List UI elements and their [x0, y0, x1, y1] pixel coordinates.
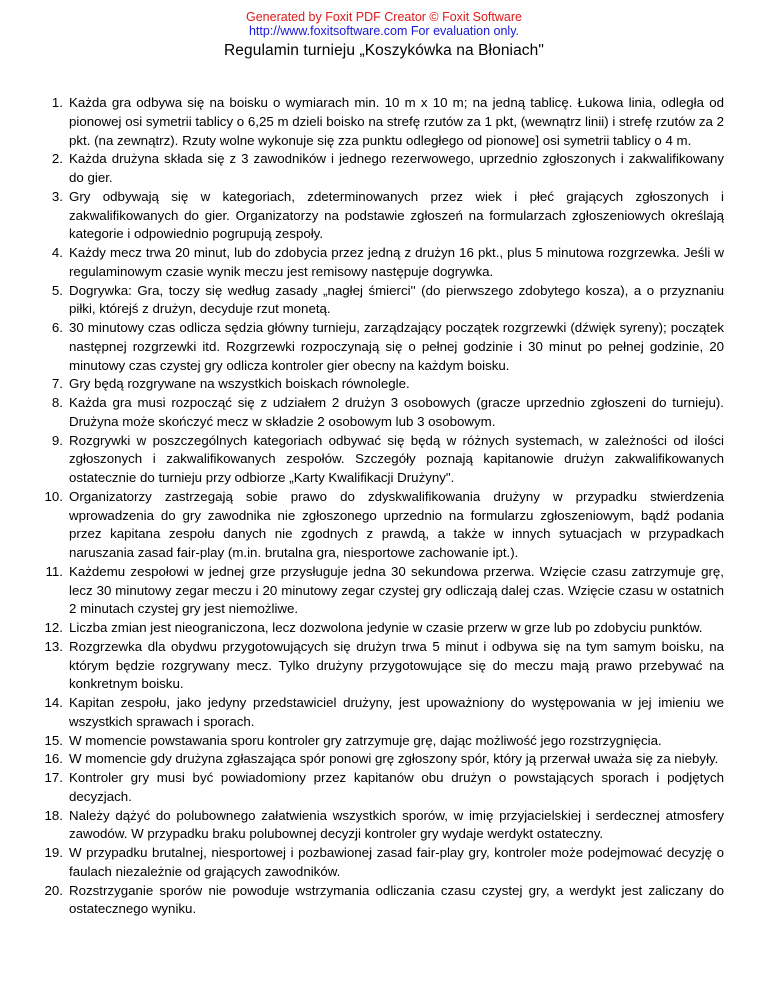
rule-text: Gry odbywają się w kategoriach, zdeterminowanych przez wiek i płeć grających zgłoszonych i zakwalifikowanych do gier. Organizatorzy na podstawie zgłoszeń na formularzach zgłoszeniowych określają kategorie i odpowiednio pogrupują zespoły.	[69, 188, 724, 242]
rule-text: Liczba zmian jest nieograniczona, lecz dozwolona jedynie w czasie przerw w grze lub po zdobyciu punktów.	[69, 620, 703, 635]
rule-number: 5.	[51, 282, 63, 298]
rule-text: Kapitan zespołu, jako jedyny przedstawiciel drużyny, jest upoważniony do występowania w jej imieniu we wszystkich sprawach i sporach.	[69, 695, 724, 729]
rule-text: W momencie powstawania sporu kontroler gry zatrzymuje grę, dając możliwość jego rozstrzygnięcia.	[69, 732, 662, 748]
rule-number: 8.	[51, 395, 63, 410]
rule-number: 11.	[45, 563, 63, 579]
rule-number: 2.	[51, 151, 63, 167]
rule-text: Rozgrywki w poszczególnych kategoriach odbywać się będą w różnych systemach, w zależności od ilości zgłoszonych i zakwalifikowanych zespołów. Szczegóły poznają kapitanowie drużyn zakwalifikowanych ostatecznie do turnieju przy odbiorze „Karty Kwalifikacji Drużyny".	[69, 432, 724, 485]
rule-item	[0, 319, 768, 375]
rule-item	[0, 807, 768, 845]
rule-text: W przypadku brutalnej, niesportowej i pozbawionej zasad fair-play gry, kontroler może podejmować decyzję o faulach niezależnie od grających zawodników.	[69, 845, 724, 879]
rule-item	[0, 375, 768, 394]
rule-number: 16.	[44, 751, 63, 767]
document-title: Regulamin turnieju „Koszykówka na Błoniach"	[224, 42, 544, 59]
rule-item	[0, 488, 768, 563]
rule-item	[0, 282, 768, 320]
rule-text: W momencie gdy drużyna zgłaszająca spór ponowi grę zgłoszony spór, który ją przerwał uważa się za niebyły.	[69, 751, 719, 767]
watermark-line-1: Generated by Foxit PDF Creator © Foxit Software	[246, 10, 522, 24]
rule-item	[0, 769, 768, 807]
rule-text: Należy dążyć do polubownego załatwienia wszystkich sporów, w imię przyjacielskiej i serdecznej atmosfery zawodów. W przypadku braku polubownej decyzji kontroler gry wydaje werdykt ostateczny.	[69, 807, 724, 842]
rule-item	[0, 244, 768, 282]
rule-text: Każda gra musi rozpocząć się z udziałem 2 drużyn 3 osobowych (gracze uprzednio zgłoszeni do turnieju). Drużyna może skończyć mecz w składzie 2 osobowym lub 3 osobowym.	[69, 395, 724, 429]
rules-list	[0, 94, 768, 919]
rule-item	[0, 750, 768, 769]
rule-number: 13.	[44, 638, 63, 654]
rule-number: 7.	[51, 376, 63, 392]
rule-item	[0, 732, 768, 751]
rule-number: 14.	[44, 695, 63, 710]
rule-item	[0, 150, 768, 188]
rule-text: Rozstrzyganie sporów nie powoduje wstrzymania odliczania czasu czystej gry, a werdykt jest zaliczany do ostatecznego wyniku.	[69, 882, 724, 917]
rule-item	[0, 882, 768, 920]
rule-number: 1.	[51, 95, 63, 110]
rule-text: Każda drużyna składa się z 3 zawodników i jednego rezerwowego, uprzednio zgłoszonych i zakwalifikowany do gier.	[69, 151, 724, 185]
rule-item	[0, 394, 768, 432]
rule-text: Organizatorzy zastrzegają sobie prawo do zdyskwalifikowania drużyny w przypadku stwierdzenia wprowadzenia do gry zawodnika nie zgłoszonego uprzednio na formularzu zgłoszeniowym, bądź podania przez kapitana zespołu danych nie zgodnych z prawdą, a także w innych sytuacjach w przypadkach naruszania zasad fair-play (m.in. brutalna gra, niesportowe zachowanie ipt.).	[69, 488, 724, 560]
rule-text: 30 minutowy czas odlicza sędzia główny turnieju, zarządzający początek rozgrzewki (dźwięk syreny); początek następnej rozgrzewki itd. Rozgrzewki rozpoczynają się o pełnej godzinie i 30 minut po pełnej godzinie, 20 minutowy czas czystej gry odlicza kontroler gier obecny na każdym boisku.	[69, 320, 724, 373]
rule-text: Rozgrzewka dla obydwu przygotowujących się drużyn trwa 5 minut i odbywa się na tym samym boisku, na którym będzie rozgrywany mecz. Tylko drużyny przygotowujące się do meczu mają prawo przebywać na konkretnym boisku.	[69, 638, 724, 692]
pdf-creator-watermark	[0, 10, 768, 38]
watermark-line-2: http://www.foxitsoftware.com For evaluation only.	[248, 24, 520, 38]
rule-text: Każda gra odbywa się na boisku o wymiarach min. 10 m x 10 m; na jedną tablicę. Łukowa linia, odległa od pionowej osi symetrii tablicy o 6,25 m dzieli boisko na strefę rzutów za 1 pkt, (wewnątrz linii) i strefę rzutów za 2 pkt. (na zewnątrz). Rzuty wolne wykonuje się zza punktu odległego od pionowe] osi symetrii tablicy o 4 m.	[69, 95, 724, 148]
rule-item	[0, 619, 768, 638]
rule-item	[0, 844, 768, 882]
rule-number: 17.	[44, 770, 63, 785]
rule-item	[0, 694, 768, 732]
rule-number: 10.	[44, 488, 63, 504]
rule-text: Gry będą rozgrywane na wszystkich boiskach równolegle.	[69, 376, 410, 392]
rule-item	[0, 94, 768, 150]
rule-number: 6.	[51, 320, 63, 335]
rule-number: 4.	[51, 245, 63, 260]
rule-item	[0, 188, 768, 244]
rule-number: 12.	[44, 620, 63, 635]
rule-item	[0, 563, 768, 619]
rule-item	[0, 432, 768, 488]
rule-number: 19.	[44, 845, 63, 860]
rule-text: Dogrywka: Gra, toczy się według zasady „nagłej śmierci'' (do pierwszego zdobytego kosza), a o przyznaniu piłki, którejś z drużyn, decyduje rzut monetą.	[69, 282, 724, 317]
rule-text: Każdy mecz trwa 20 minut, lub do zdobycia przez jedną z drużyn 16 pkt., plus 5 minutowa rozgrzewka. Jeśli w regulaminowym czasie wynik meczu jest remisowy następuje dogrywka.	[69, 245, 724, 279]
rule-number: 18.	[44, 807, 63, 823]
rule-number: 20.	[44, 882, 63, 898]
rule-text: Każdemu zespołowi w jednej grze przysługuje jedna 30 sekundowa przerwa. Wzięcie czasu zatrzymuje grę, lecz 30 minutowy zegar meczu i 20 minutowy zegar czystej gry odliczają dalej czas. Wzięcie czasu w ostatnich 2 minutach czystej gry jest niemożliwe.	[69, 563, 724, 617]
rule-item	[0, 638, 768, 694]
rule-text: Kontroler gry musi być powiadomiony przez kapitanów obu drużyn o powstających sporach i podjętych decyzjach.	[69, 770, 724, 804]
rule-number: 3.	[51, 188, 63, 204]
rule-number: 15.	[44, 732, 63, 748]
rule-number: 9.	[51, 432, 63, 448]
